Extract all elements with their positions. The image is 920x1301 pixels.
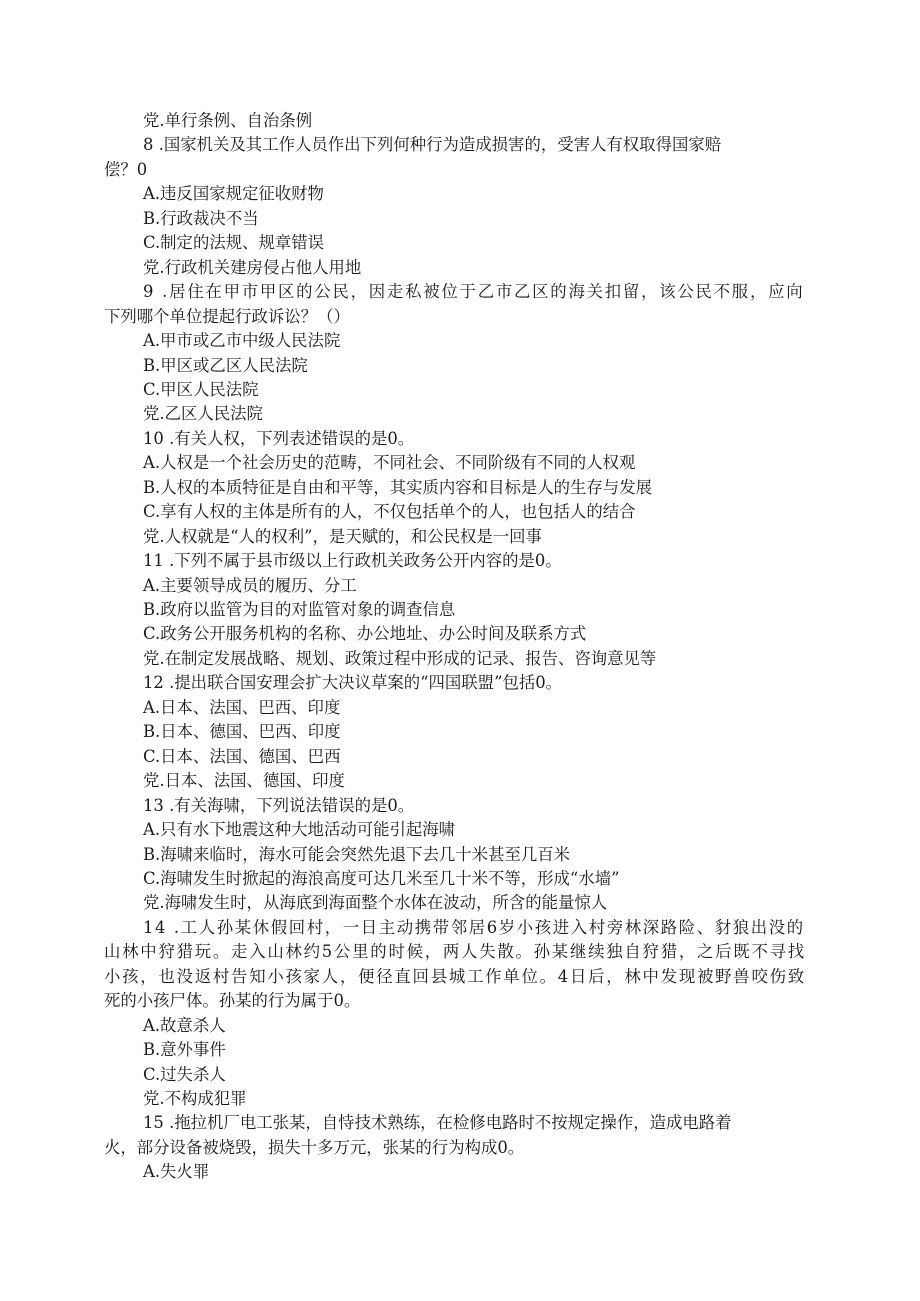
answer-option-line: B.行政裁决不当 (143, 208, 259, 228)
answer-option-line: A.故意杀人 (143, 1015, 226, 1035)
answer-option-line: 党.行政机关建房侵占他人用地 (143, 257, 362, 277)
answer-option-line: 党.不构成犯罪 (143, 1089, 247, 1108)
answer-option-line: A.违反国家规定征收财物 (143, 184, 324, 204)
answer-option-line: C.政务公开服务机构的名称、办公地址、办公时间及联系方式 (143, 624, 587, 644)
answer-option-line: C.享有人权的主体是所有的人，不仅包括单个的人，也包括人的结合 (143, 502, 636, 522)
answer-option-line: A.日本、法国、巴西、印度 (143, 697, 341, 717)
question-continuation-line: 下列哪个单位提起行政诉讼？（） (104, 306, 350, 326)
answer-option-line: C.制定的法规、规章错误 (143, 233, 325, 253)
question-continuation-line: 小孩，也没返村告知小孩家人，便径直回县城工作单位。4日后，林中发现被野兽咬伤致 (104, 966, 806, 986)
question-line: 11 .下列不属于县市级以上行政机关政务公开内容的是0。 (143, 551, 562, 571)
answer-option-line: A.人权是一个社会历史的范畴，不同社会、不同阶级有不同的人权观 (143, 453, 636, 473)
answer-option-line: B.甲区或乙区人民法院 (143, 355, 308, 375)
question-line: 10 .有关人权，下列表述错误的是0。 (143, 428, 415, 448)
answer-option-line: C.过失杀人 (143, 1064, 226, 1084)
answer-option-line: A.甲市或乙市中级人民法院 (143, 331, 341, 350)
answer-option-line: 党.乙区人民法院 (143, 404, 263, 424)
answer-option-line: B.人权的本质特征是自由和平等，其实质内容和目标是人的生存与发展 (143, 477, 652, 497)
question-line: 13 .有关海啸，下列说法错误的是0。 (143, 795, 415, 815)
answer-option-line: 党.在制定发展战略、规划、政策过程中形成的记录、报告、咨询意见等 (143, 648, 657, 668)
answer-option-line: A.主要领导成员的履历、分工 (143, 575, 357, 595)
question-line: 14 .工人孙某休假回村，一日主动携带邻居6岁小孩进入村旁林深路险、豺狼出没的 (143, 917, 805, 937)
answer-option-line: C.甲区人民法院 (143, 379, 259, 399)
answer-option-line: 党.海啸发生时，从海底到海面整个水体在波动，所含的能量惊人 (143, 893, 608, 913)
question-continuation-line: 死的小孩尸体。孙某的行为属于0。 (104, 991, 361, 1011)
answer-option-line: 党.人权就是“人的权利”，是天赋的，和公民权是一回事 (143, 526, 542, 546)
question-continuation-line: 山林中狩猎玩。走入山林约5公里的时候，两人失散。孙某继续独自狩猎，之后既不寻找 (104, 942, 806, 962)
answer-option-line: B.海啸来临时，海水可能会突然先退下去几十米甚至几百米 (143, 844, 571, 864)
answer-option-line: A.只有水下地震这种大地活动可能引起海啸 (143, 820, 456, 839)
question-line: 15 .拖拉机厂电工张某，自恃技术熟练，在检修电路时不按规定操作，造成电路着 (143, 1113, 732, 1133)
question-continuation-line: 火，部分设备被烧毁，损失十多万元，张某的行为构成0。 (104, 1137, 525, 1157)
answer-option-line: 党.日本、法国、德国、印度 (143, 771, 345, 791)
question-line: 9 .居住在甲市甲区的公民，因走私被位于乙市乙区的海关扣留，该公民不服，应向 (143, 282, 805, 302)
answer-option-line: C.海啸发生时掀起的海浪高度可达几米至几十米不等，形成“水墙” (143, 868, 620, 888)
answer-option-line: A.失火罪 (143, 1162, 210, 1182)
question-line: 12 .提出联合国安理会扩大决议草案的“四国联盟”包括0。 (143, 673, 563, 693)
answer-option-line: B.政府以监管为目的对监管对象的调查信息 (143, 600, 456, 619)
answer-option-line: 党.单行条例、自治条例 (143, 111, 313, 130)
answer-option-line: B.日本、德国、巴西、印度 (143, 722, 341, 742)
question-continuation-line: 偿？0 (104, 159, 148, 179)
answer-option-line: B.意外事件 (143, 1040, 226, 1060)
answer-option-line: C.日本、法国、德国、巴西 (143, 746, 341, 766)
question-line: 8 .国家机关及其工作人员作出下列何种行为造成损害的，受害人有权取得国家赔 (143, 135, 722, 155)
